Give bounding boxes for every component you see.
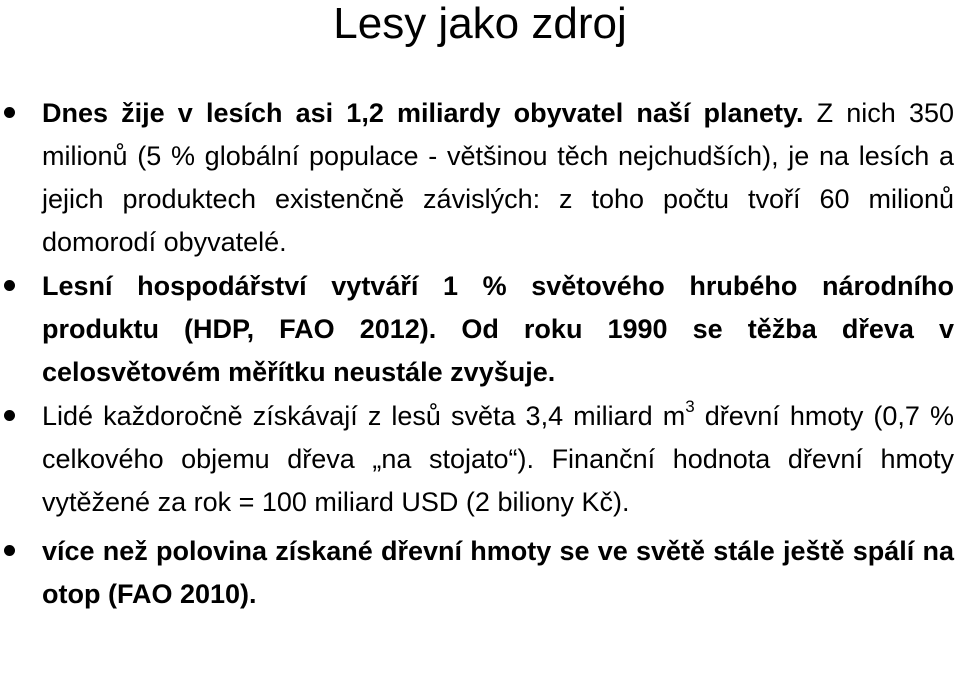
bullet-bold-text: Dnes žije v lesích asi 1,2 miliardy obyvatel naší planety. [42, 98, 804, 128]
bullet-item-wood-harvest [0, 395, 960, 524]
bullet-bold-text: více než polovina získané dřevní hmoty se ve světě stále ještě spálí na otop (FAO 2010). [42, 536, 954, 609]
bullet-dot-icon [4, 280, 15, 291]
slide-title: Lesy jako zdroj [333, 0, 627, 48]
bullet-normal-text: Z nich 350 milionů (5 % globální populace - většinou těch nejchudších), je na lesích a jejich produktech existenčně závislých: z toho počtu tvoří 60 milionů domorodí obyvatelé. [42, 98, 954, 257]
bullet-item-population [0, 92, 960, 264]
bullet-item-forestry-gdp [0, 265, 960, 394]
superscript: 3 [685, 397, 695, 416]
bullet-bold-text: Lesní hospodářství vytváří 1 % světového hrubého národního produktu (HDP, FAO 2012). Od roku 1990 se těžba dřeva v celosvětovém měřítku neustále zvyšuje. [42, 271, 954, 387]
bullet-item-fuel-burning [0, 530, 960, 616]
bullet-dot-icon [4, 107, 15, 118]
bullet-normal-text: Lidé každoročně získávají z lesů světa 3,4 miliard m [42, 401, 686, 431]
bullet-dot-icon [4, 545, 15, 556]
bullet-list [0, 92, 960, 618]
bullet-normal-text: dřevní hmoty (0,7 % celkového objemu dřeva „na stojato“). Finanční hodnota dřevní hmoty vytěžené za rok = 100 miliard USD (2 biliony Kč). [42, 401, 955, 517]
bullet-dot-icon [4, 410, 15, 421]
